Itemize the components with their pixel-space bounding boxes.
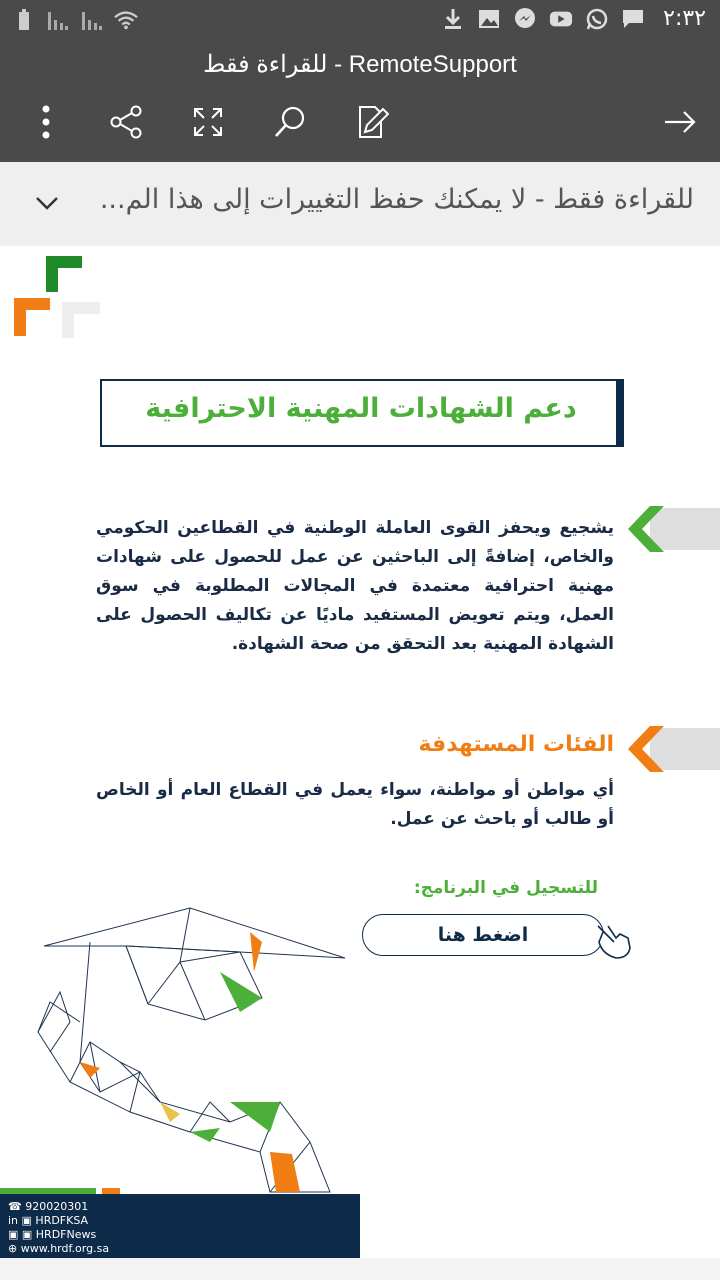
share-button[interactable] (104, 100, 148, 144)
more-options-button[interactable] (24, 100, 68, 144)
chevron-down-icon[interactable] (32, 188, 62, 218)
readonly-banner[interactable] (0, 162, 720, 247)
messenger-icon (513, 7, 537, 31)
chat-icon (621, 7, 645, 31)
green-chevron-icon (624, 504, 668, 554)
page-bottom-strip (0, 1258, 720, 1280)
search-icon (273, 105, 307, 139)
signal-icon (46, 8, 70, 32)
share-icon (109, 105, 143, 139)
app-bar (0, 44, 720, 162)
document-page (0, 246, 720, 1280)
battery-icon (12, 8, 36, 32)
wifi-icon (114, 8, 138, 32)
footer-phone: ☎ 920020301 (8, 1200, 89, 1213)
page-title: دعم الشهادات المهنية الاحترافية (145, 393, 577, 424)
footer-contact-bar (0, 1194, 360, 1258)
intro-paragraph: يشجيع ويحفز القوى العاملة الوطنية في القطاعين الحكومي والخاص، إضافةً إلى الباحثين عن عمل للحصول على شهادات مهنية احترافية معتمدة في المجالات المطلوبة في سوق العمل، ويتم تعويض المستفيد ماديًا عن تكاليف الحصول على الشهادة المهنية بعد التحقق من صحة الشهادة. (96, 518, 614, 654)
download-icon (441, 7, 465, 31)
whatsapp-icon (585, 7, 609, 31)
target-groups-text: أي مواطن أو مواطنة، سواء يعمل في القطاع العام أو الخاص أو طالب أو باحث عن عمل. (96, 780, 614, 829)
more-icon (41, 105, 51, 139)
title-accent-bar (616, 379, 624, 447)
graduation-cap-illustration (30, 902, 360, 1202)
banner-text: للقراءة فقط - لا يمكنك حفظ التغييرات إلى هذا الم... (99, 184, 694, 215)
status-left-icons (12, 8, 138, 32)
target-groups-title: الفئات المستهدفة (418, 732, 614, 757)
footer-website: ⊕ www.hrdf.org.sa (8, 1242, 110, 1255)
hrdf-logo-icon (12, 254, 104, 338)
footer-social-1: in ▣ HRDFKSA (8, 1214, 89, 1227)
register-label: للتسجيل في البرنامج: (413, 878, 598, 898)
register-button-label: اضغط هنا (437, 924, 529, 946)
youtube-icon (549, 7, 573, 31)
register-button[interactable] (362, 914, 604, 956)
status-right-icons (441, 6, 706, 31)
fullscreen-icon (192, 106, 224, 138)
footer-social-2: ▣ ▣ HRDFNews (8, 1228, 97, 1241)
search-button[interactable] (268, 100, 312, 144)
image-icon (477, 7, 501, 31)
orange-chevron-icon (624, 724, 668, 774)
status-bar (0, 0, 720, 44)
hand-pointer-icon (594, 920, 634, 962)
title-box (100, 379, 622, 447)
edit-button[interactable] (350, 100, 394, 144)
fullscreen-button[interactable] (186, 100, 230, 144)
forward-button[interactable] (658, 100, 702, 144)
forward-arrow-icon (663, 110, 697, 134)
edit-icon (355, 104, 389, 140)
clock: ٢:٣٢ (663, 6, 706, 31)
app-title: للقراءة فقط - RemoteSupport (203, 51, 517, 78)
signal-icon (80, 8, 104, 32)
